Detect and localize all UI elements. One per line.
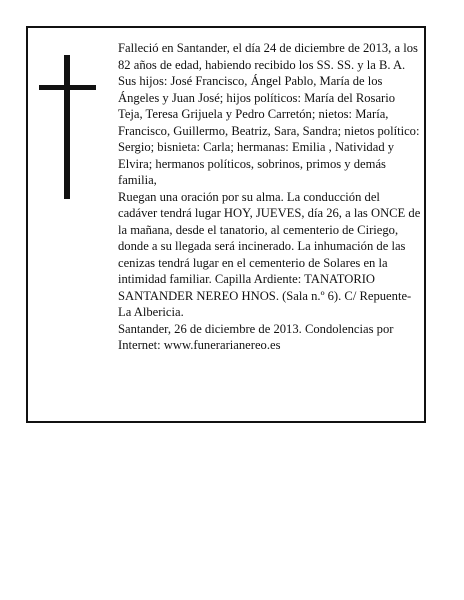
- date-and-condolences: Santander, 26 de diciembre de 2013. Condolencias por Internet: www.funerarianereo.es: [118, 321, 394, 352]
- obituary-text: [118, 40, 422, 354]
- latin-cross-icon: [39, 55, 96, 199]
- death-announcement: Falleció en Santander, el día 24 de diciembre de 2013, a los 82 años de edad, habiendo recibido los SS. SS. y la B. A.: [118, 41, 418, 72]
- funeral-details: Ruegan una oración por su alma. La conducción del cadáver tendrá lugar HOY, JUEVES, día 26, a las ONCE de la mañana, desde el tanatorio, al cementerio de Ciriego, donde a su llegada será incinerado. La inhumación de las cenizas tendrá lugar en el cementerio de Solares en la intimidad familiar. Capilla Ardiente: TANATORIO SANTANDER NEREO HNOS. (Sala n.º 6). C/ Repuente-La Albericia.: [118, 189, 421, 319]
- obituary-notice: [26, 26, 426, 423]
- family-list: Sus hijos: José Francisco, Ángel Pablo, María de los Ángeles y Juan José; hijos políticos: María del Rosario Teja, Teresa Grijuela y Pedro Carretón; nietos: María, Francisco, Guillermo, Beatriz, Sara, Sandra; nietos político: Sergio; bisnieta: Carla; hermanas: Emilia , Natividad y Elvira; hermanos políticos, sobrinos, primos y demás familia,: [118, 74, 420, 187]
